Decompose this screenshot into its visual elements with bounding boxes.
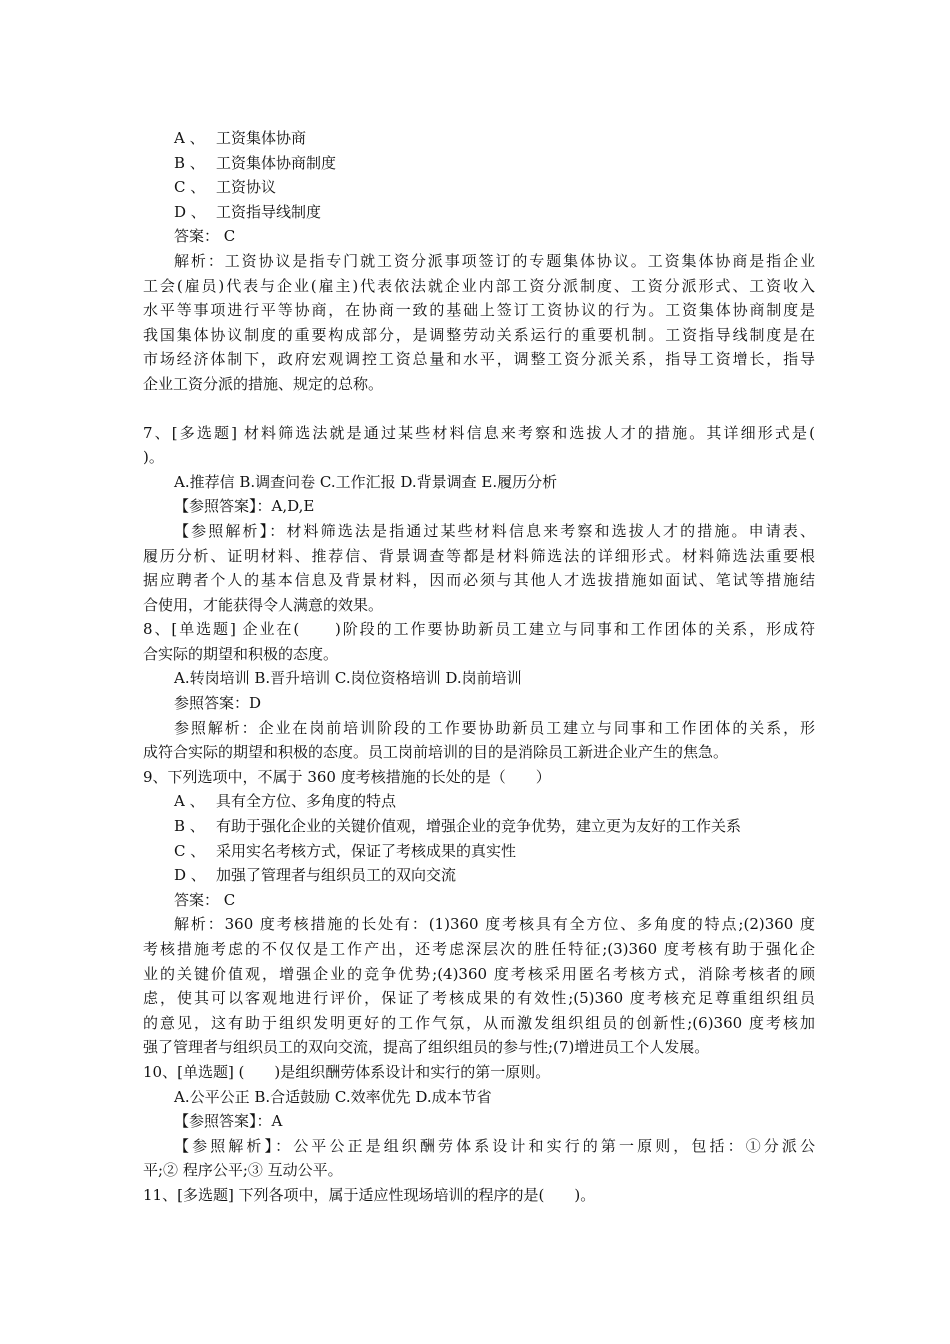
document-body (143, 126, 815, 1208)
question-stem: )。 (143, 448, 164, 467)
analysis-line: 履历分析、证明材料、推荐信、背景调查等都是材料筛选法的详细形式。材料筛选法重要根 (143, 546, 815, 565)
analysis-line: 强了管理者与组织员工的双向交流，提高了组织组员的参与性;(7)增进员工个人发展。 (143, 1038, 710, 1057)
option-b: B 、 工资集体协商制度 (174, 153, 337, 172)
option-c: C 、 采用实名考核方式，保证了考核成果的真实性 (174, 841, 517, 860)
blank-line (143, 397, 815, 421)
options-line: A.公平公正 B.合适鼓励 C.效率优先 D.成本节省 (174, 1087, 492, 1106)
analysis-line: 合使用，才能获得令人满意的效果。 (143, 595, 384, 614)
answer-line: 【参照答案】：A (174, 1112, 283, 1131)
question-9 (143, 765, 815, 1060)
analysis-line: 我国集体协议制度的重要构成部分，是调整劳动关系运行的重要机制。工资指导线制度是在 (143, 325, 815, 344)
analysis-line: 企业工资分派的措施、规定的总称。 (143, 374, 384, 393)
analysis-line: 虑，使其可以客观地进行评价，保证了考核成果的有效性;(5)360 度考核充足尊重组织组员 (143, 989, 815, 1008)
analysis-line: 工会(雇员)代表与企业(雇主)代表依法就企业内部工资分派制度、工资分派形式、工资收入 (143, 276, 815, 295)
answer-line: 【参照答案】：A,D,E (174, 497, 315, 516)
analysis-line: 参照解析：企业在岗前培训阶段的工作要协助新员工建立与同事和工作团体的关系，形 (174, 718, 815, 737)
question-stem: 合实际的期望和积极的态度。 (143, 644, 339, 663)
analysis-line: 水平等事项进行平等协商，在协商一致的基础上签订工资协议的行为。工资集体协商制度是 (143, 301, 815, 320)
option-a: A 、 具有全方位、多角度的特点 (174, 792, 397, 811)
analysis-line: 成符合实际的期望和积极的态度。员工岗前培训的目的是消除员工新进企业产生的焦急。 (143, 743, 729, 762)
answer-line: 答案： C (174, 227, 236, 246)
question-11 (143, 1183, 815, 1208)
analysis-line: 【参照解析】：公平公正是组织酬劳体系设计和实行的第一原则，包括：①分派公 (174, 1136, 815, 1155)
answer-line: 参照答案：D (174, 694, 262, 713)
analysis-line: 解析：360 度考核措施的长处有：(1)360 度考核具有全方位、多角度的特点;(2)360 度 (174, 915, 815, 934)
question-block-prev (143, 126, 815, 397)
option-b: B 、 有助于强化企业的关键价值观，增强企业的竞争优势，建立更为友好的工作关系 (174, 817, 742, 836)
question-7 (143, 421, 815, 618)
answer-line: 答案： C (174, 890, 236, 909)
options-line: A.转岗培训 B.晋升培训 C.岗位资格培训 D.岗前培训 (174, 669, 522, 688)
question-stem: 9、下列选项中，不属于 360 度考核措施的长处的是（ ） (143, 767, 551, 786)
analysis-line: 解析：工资协议是指专门就工资分派事项签订的专题集体协议。工资集体协商是指企业 (174, 251, 815, 270)
question-10 (143, 1060, 815, 1183)
analysis-line: 市场经济体制下，政府宏观调控工资总量和水平，调整工资分派关系，指导工资增长，指导 (143, 350, 815, 369)
options-line: A.推荐信 B.调查问卷 C.工作汇报 D.背景调查 E.履历分析 (174, 472, 558, 491)
question-8 (143, 617, 815, 765)
analysis-line: 平;② 程序公平;③ 互动公平。 (143, 1161, 343, 1180)
analysis-line: 考核措施考虑的不仅仅是工作产出，还考虑深层次的胜任特征;(3)360 度考核有助于强化企 (143, 940, 815, 958)
question-stem: 11、[多选题] 下列各项中，属于适应性现场培训的程序的是( )。 (143, 1185, 596, 1204)
analysis-line: 的意见，这有助于组织发明更好的工作气氛，从而激发组织组员的创新性;(6)360 度考核加 (143, 1013, 815, 1032)
analysis-line: 【参照解析】：材料筛选法是指通过某些材料信息来考察和选拔人才的措施。申请表、 (174, 521, 815, 540)
option-c: C 、 工资协议 (174, 178, 277, 197)
question-stem: 10、[单选题] ( )是组织酬劳体系设计和实行的第一原则。 (143, 1062, 551, 1081)
option-d: D 、 工资指导线制度 (174, 202, 322, 221)
option-d: D 、 加强了管理者与组织员工的双向交流 (174, 866, 457, 885)
analysis-line: 业的关键价值观，增强企业的竞争优势;(4)360 度考核采用匿名考核方式，消除考核者的顾 (143, 964, 815, 983)
question-stem: 8、[单选题] 企业在( )阶段的工作要协助新员工建立与同事和工作团体的关系，形成符 (143, 620, 815, 639)
option-a: A 、 工资集体协商 (174, 129, 307, 147)
question-stem: 7、[多选题] 材料筛选法就是通过某些材料信息来考察和选拔人才的措施。其详细形式是( (143, 423, 815, 442)
analysis-line: 据应聘者个人的基本信息及背景材料，因而必须与其他人才选拔措施如面试、笔试等措施结 (143, 571, 815, 590)
